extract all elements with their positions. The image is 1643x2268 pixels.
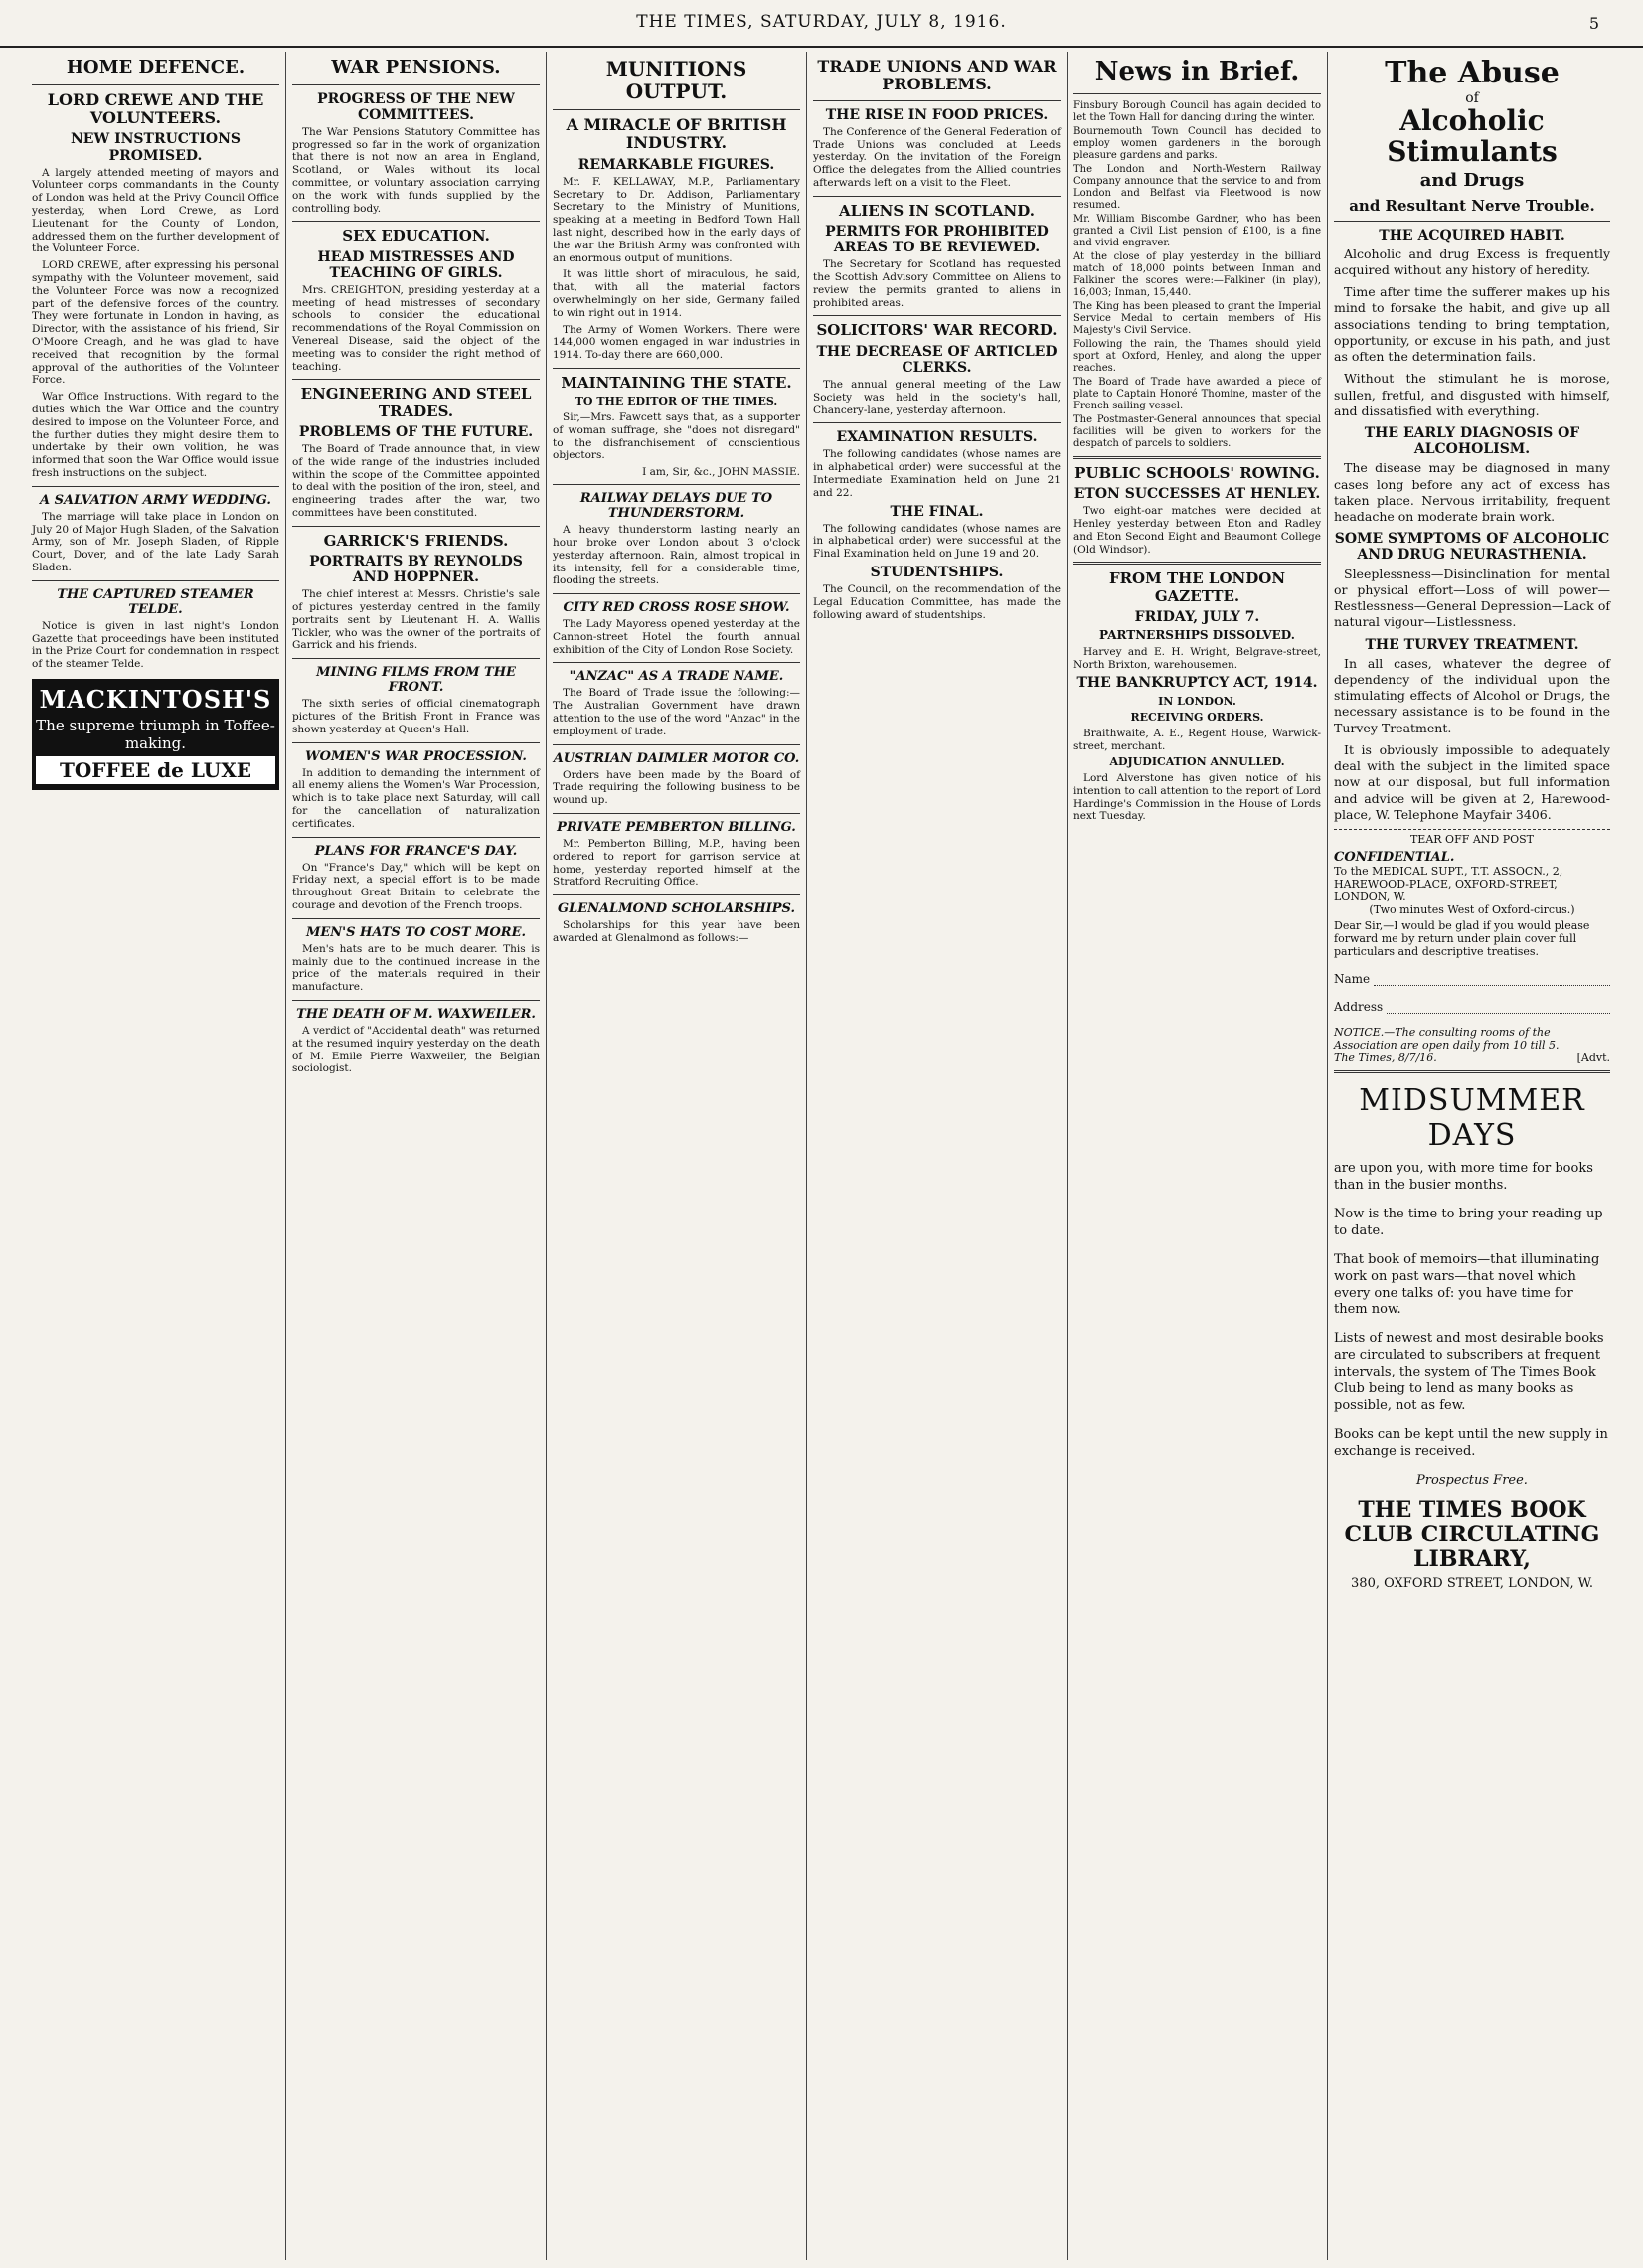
article-paragraph: The following candidates (whose names are in alphabetical order) were successful at the Final Examination held on June 19 and 20. — [813, 522, 1061, 561]
list-item: The Board of Trade have awarded a piece of plate to Captain Honoré Thomine, master of the French sailing vessel. — [1073, 376, 1321, 411]
subheadline: PROGRESS OF THE NEW COMMITTEES. — [317, 90, 515, 123]
ad-paragraph: Lists of newest and most desirable books are circulated to subscribers at frequent intervals, the system of The Times Book Club being to lend as many books as possible, not as few. — [1334, 1331, 1604, 1413]
ad-paragraph: In all cases, whatever the degree of dependency of the individual upon the stimulating effects of Alcohol or Drugs, the necessary assistance is to be found in the Turvey Treatment. — [1334, 655, 1610, 735]
divider — [292, 1000, 540, 1001]
column-2 — [286, 52, 547, 2260]
masthead — [0, 0, 1643, 48]
divider — [32, 84, 279, 85]
article-paragraph: Sir,—Mrs. Fawcett says that, as a supporter of woman suffrage, she "does not disregard" to the disfranchisement of conscientious objectors. — [553, 410, 800, 462]
article-paragraph: It was little short of miraculous, he said, that, with all the material factors overwhelmingly on her side, Germany failed to win right out in 1914. — [553, 268, 800, 319]
list-item: The King has been pleased to grant the Imperial Service Medal to certain members of His Majesty's Civil Service. — [1073, 300, 1321, 336]
article-paragraph: The Lady Mayoress opened yesterday at the Cannon-street Hotel the fourth annual exhibition of the City of London Rose Society. — [553, 618, 800, 656]
coupon-directions: (Two minutes West of Oxford-circus.) — [1369, 903, 1575, 917]
divider — [553, 109, 800, 110]
page-number: 5 — [1588, 14, 1599, 33]
ad-paragraph: Without the stimulant he is morose, sullen, fretful, and disgusted with himself, and dissatisfied with everything. — [1334, 371, 1610, 418]
advt-mark: [Advt. — [1576, 1052, 1610, 1065]
divider — [553, 744, 800, 745]
article-paragraph: The Board of Trade announce that, in view of the wide range of the industries included within the scope of the Committee appointed to deal with the position of the iron, steel, and engineering trades after the war, two committees have been constituted. — [292, 443, 540, 520]
ad-section-heading: THE ACQUIRED HABIT. — [1379, 227, 1565, 243]
headline: GARRICK'S FRIENDS. — [323, 531, 509, 550]
article-paragraph: Orders have been made by the Board of Trade requiring the following business to be wound up. — [553, 768, 800, 807]
divider — [292, 837, 540, 838]
subheadline: THE FINAL. — [890, 503, 984, 520]
subheadline: "ANZAC" AS A TRADE NAME. — [569, 669, 784, 685]
subheadline: THE RISE IN FOOD PRICES. — [825, 106, 1049, 123]
headline: TRADE UNIONS AND WAR PROBLEMS. — [817, 57, 1057, 94]
subheadline: RECEIVING ORDERS. — [1130, 711, 1264, 725]
headline: ALIENS IN SCOTLAND. — [839, 201, 1035, 220]
ad-paragraph: Time after time the sufferer makes up his mind to forsake the habit, and give up all associations tending to bring temptation, opportunity, or excuse in his path, and just as often the determination fails. — [1334, 284, 1610, 365]
divider — [1073, 456, 1321, 459]
divider — [292, 658, 540, 659]
ad-section-heading: SOME SYMPTOMS OF ALCOHOLIC AND DRUG NEURASTHENIA. — [1334, 531, 1610, 564]
subheadline: REMARKABLE FIGURES. — [577, 156, 775, 173]
article-paragraph: A heavy thunderstorm lasting nearly an hour broke over London about 3 o'clock yesterday afternoon. Rain, almost tropical in its intensity, fell for a considerable time, flooding the streets. — [553, 524, 800, 587]
subheadline: PLANS FOR FRANCE'S DAY. — [314, 843, 518, 859]
divider — [292, 918, 540, 919]
subheadline: THE DECREASE OF ARTICLED CLERKS. — [816, 343, 1058, 376]
article-paragraph: The Army of Women Workers. There were 144,000 women engaged in war industries in 1914. To-day there are 660,000. — [553, 323, 800, 362]
ad-paragraph: That book of memoirs—that illuminating work on past wars—that novel which every one talks of: you have time for them now. — [1334, 1251, 1600, 1318]
headline: WAR PENSIONS. — [331, 57, 501, 78]
article-paragraph: The marriage will take place in London on July 20 of Major Hugh Sladen, of the Salvation Army, son of Mr. Joseph Sladen, of Ripple Court, Dover, and of the late Lady Sarah Sladen. — [32, 510, 279, 573]
article-paragraph: The following candidates (whose names are in alphabetical order) were successful at the Intermediate Examination held on June 21 and 22. — [813, 448, 1061, 499]
list-item: The Postmaster-General announces that special facilities will be given to workers for the despatch of parcels to soldiers. — [1073, 413, 1321, 449]
subheadline: IN LONDON. — [1158, 694, 1236, 708]
divider — [813, 100, 1061, 101]
article-paragraph: The War Pensions Statutory Committee has progressed so far in the work of organization that there is not now an area in England, Scotland, or Wales without its local committee, or voluntary association carrying on the work with funds supplied by the controlling body. — [292, 125, 540, 215]
subheadline: PARTNERSHIPS DISSOLVED. — [1099, 628, 1295, 643]
article-paragraph: The Council, on the recommendation of the Legal Education Committee, has made the following award of studentships. — [813, 583, 1061, 621]
column-6 — [1328, 52, 1616, 2260]
article-paragraph: The annual general meeting of the Law Society was held in the society's hall, Chancery-lane, yesterday afternoon. — [813, 378, 1061, 416]
subheadline: THE BANKRUPTCY ACT, 1914. — [1076, 675, 1318, 692]
divider — [813, 422, 1061, 423]
article-paragraph: Harvey and E. H. Wright, Belgrave-street, North Brixton, warehousemen. — [1073, 645, 1321, 671]
subheadline: ADJUDICATION ANNULLED. — [1109, 755, 1285, 769]
tear-off-line: TEAR OFF AND POST — [1334, 829, 1610, 846]
divider — [32, 580, 279, 581]
ad-paragraph: The disease may be diagnosed in many cases long before any act of excess has taken place. Nervous irritability, frequent headache on moderate brain work. — [1334, 460, 1610, 525]
subheadline: PROBLEMS OF THE FUTURE. — [298, 423, 534, 440]
book-club-ad-title: MIDSUMMER DAYS — [1359, 1083, 1585, 1154]
ad-of: of — [1465, 90, 1479, 106]
ad-section-heading: THE TURVEY TREATMENT. — [1365, 636, 1579, 653]
article-paragraph: Men's hats are to be much dearer. This is mainly due to the continued increase in the price of the materials required in their manufacture. — [292, 942, 540, 994]
divider — [813, 196, 1061, 197]
divider — [553, 813, 800, 814]
ad-and-drugs: and Drugs — [1419, 169, 1525, 191]
headline: FROM THE LONDON GAZETTE. — [1108, 569, 1286, 605]
toffee-advertisement — [32, 679, 279, 790]
headline: News in Brief. — [1094, 57, 1300, 86]
column-3 — [547, 52, 807, 2260]
list-item: Mr. William Biscombe Gardner, who has been granted a Civil List pension of £100, is a fine and vivid engraver. — [1073, 213, 1321, 248]
address-label: Address — [1334, 1000, 1384, 1015]
column-1 — [26, 52, 286, 2260]
subheadline: PERMITS FOR PROHIBITED AREAS TO BE REVIEWED. — [825, 224, 1049, 256]
address-line — [1387, 1000, 1610, 1014]
subheadline: THE DEATH OF M. WAXWEILER. — [296, 1007, 536, 1023]
ad-date: The Times, 8/7/16. — [1334, 1052, 1437, 1065]
prospectus-note: Prospectus Free. — [1416, 1472, 1528, 1488]
article-paragraph: Mr. Pemberton Billing, M.P., having been ordered to report for garrison service at home, yesterday reported himself at the Stratford Recruiting Office. — [553, 838, 800, 889]
subheadline: THE CAPTURED STEAMER TELDE. — [57, 586, 254, 617]
article-paragraph: Two eight-oar matches were decided at Henley yesterday between Eton and Radley and Eton Second Eight and Beaumont College (Old Windsor). — [1073, 505, 1321, 556]
name-line — [1374, 972, 1610, 986]
article-paragraph: War Office Instructions. With regard to the duties which the War Office and the country desired to impose on the Volunteer Force, and the further duties they might desire them to undertake by their own volition, he was informed that soon the War Office would issue fresh instructions on the subject. — [32, 391, 279, 479]
list-item: Finsbury Borough Council has again decided to let the Town Hall for dancing during the winter. — [1073, 99, 1321, 123]
article-paragraph: The chief interest at Messrs. Christie's sale of pictures yesterday centred in the family portraits sent by Lieutenant H. A. Wallis Tickler, who was the owner of the portraits of Garrick and his friends. — [292, 588, 540, 652]
divider — [553, 593, 800, 594]
divider — [1073, 562, 1321, 565]
address-field[interactable] — [1334, 1000, 1610, 1014]
newspaper-title: THE TIMES, SATURDAY, JULY 8, 1916. — [636, 12, 1007, 32]
subheadline: PORTRAITS BY REYNOLDS AND HOPPNER. — [309, 554, 523, 586]
headline: PUBLIC SCHOOLS' ROWING. — [1074, 463, 1320, 482]
list-item: Bournemouth Town Council has decided to employ women gardeners in the borough pleasure gardens and parks. — [1073, 125, 1321, 161]
letter-signature: I am, Sir, &c., JOHN MASSIE. — [642, 466, 800, 479]
headline: MAINTAINING THE STATE. — [561, 374, 792, 393]
notice-text: NOTICE.—The consulting rooms of the Association are open daily from 10 till 5. — [1334, 1026, 1560, 1053]
column-5 — [1068, 52, 1328, 2260]
list-item: At the close of play yesterday in the billiard match of 18,000 points between Inman and Falkiner the scores were:—Falkiner (in play), 16,003; Inman, 15,440. — [1073, 250, 1321, 298]
divider — [553, 368, 800, 369]
article-paragraph: On "France's Day," which will be kept on Friday next, a special effort is to be made throughout Great Britain to celebrate the courage and devotion of the French troops. — [292, 861, 540, 912]
headline: SOLICITORS' WAR RECORD. — [816, 321, 1058, 340]
headline: HOME DEFENCE. — [66, 57, 246, 78]
list-item: The London and North-Western Railway Company announce that the service to and from London and Belfast via Fleetwood is now resumed. — [1073, 163, 1321, 211]
headline: MUNITIONS OUTPUT. — [605, 57, 747, 103]
divider — [292, 526, 540, 527]
article-paragraph: The Conference of the General Federation of Trade Unions was concluded at Leeds yesterday. On the invitation of the Foreign Office the delegates from the Allied countries afterwards left on a visit to the Fleet. — [813, 125, 1061, 190]
divider — [553, 894, 800, 895]
ad-paragraph: are upon you, with more time for books than in the busier months. — [1334, 1161, 1593, 1194]
confidential-label: CONFIDENTIAL. — [1334, 850, 1455, 866]
ad-paragraph: Sleeplessness—Disinclination for mental or physical effort—Loss of will power—Restlessness—General Depression—Lack of natural vigour—Listlessness. — [1334, 566, 1610, 630]
ad-main-title: Alcoholic Stimulants — [1387, 104, 1558, 168]
article-paragraph: Scholarships for this year have been awarded at Glenalmond as follows:— — [553, 919, 800, 945]
article-paragraph: Mrs. CREIGHTON, presiding yesterday at a meeting of head mistresses of secondary schools to consider the educational recommendations of the Royal Commission on Venereal Disease, said the object of the meeting was to consider the right method of teaching. — [292, 283, 540, 373]
newspaper-page — [26, 52, 1616, 2260]
subheadline: NEW INSTRUCTIONS PROMISED. — [71, 131, 241, 164]
letter-heading: TO THE EDITOR OF THE TIMES. — [575, 395, 778, 408]
subheadline: LORD CREWE AND THE VOLUNTEERS. — [47, 89, 264, 128]
article-paragraph: Braithwaite, A. E., Regent House, Warwick-street, merchant. — [1073, 727, 1321, 752]
subheadline: A MIRACLE OF BRITISH INDUSTRY. — [566, 115, 787, 153]
name-field[interactable] — [1334, 972, 1610, 986]
divider — [813, 315, 1061, 316]
subheadline: PRIVATE PEMBERTON BILLING. — [557, 820, 796, 836]
subheadline: HEAD MISTRESSES AND TEACHING OF GIRLS. — [317, 248, 515, 281]
subheadline: FRIDAY, JULY 7. — [1134, 608, 1260, 625]
article-paragraph: In addition to demanding the internment of all enemy aliens the Women's War Procession, which is to take place next Saturday, will call for the cancellation of naturalization certificates. — [292, 766, 540, 830]
list-item: Following the rain, the Thames should yield sport at Oxford, Henley, and along the upper reaches. — [1073, 338, 1321, 374]
divider — [553, 662, 800, 663]
article-paragraph: The Secretary for Scotland has requested the Scottish Advisory Committee on Aliens to review the permits granted to aliens in prohibited areas. — [813, 258, 1061, 309]
ad-title: The Abuse — [1385, 56, 1560, 90]
article-paragraph: A verdict of "Accidental death" was returned at the resumed inquiry yesterday on the death of M. Emile Pierre Waxweiler, the Belgian sociologist. — [292, 1025, 540, 1075]
subheadline: EXAMINATION RESULTS. — [836, 429, 1038, 446]
ad-paragraph: It is obviously impossible to adequately deal with the subject in the limited space now at our disposal, but full information and advice will be given at 2, Harewood-place, W. Telephone Mayfair 3406. — [1334, 741, 1610, 822]
ad-brand: MACKINTOSH'S — [39, 684, 272, 714]
ad-paragraph: Books can be kept until the new supply in exchange is received. — [1334, 1426, 1608, 1459]
headline: ENGINEERING AND STEEL TRADES. — [300, 385, 532, 420]
coupon-text: Dear Sir,—I would be glad if you would please forward me by return under plain cover full particulars and descriptive treatises. — [1334, 919, 1590, 959]
subheadline: ETON SUCCESSES AT HENLEY. — [1073, 486, 1321, 503]
ad-footer — [1334, 1052, 1610, 1064]
ad-subtitle: and Resultant Nerve Trouble. — [1349, 196, 1595, 215]
subheadline: MINING FILMS FROM THE FRONT. — [316, 665, 516, 696]
coupon-address: To the MEDICAL SUPT., T.T. ASSOCN., 2, HAREWOOD-PLACE, OXFORD-STREET, LONDON, W. — [1334, 865, 1563, 904]
headline: SEX EDUCATION. — [342, 227, 490, 245]
column-4 — [807, 52, 1068, 2260]
divider — [1073, 93, 1321, 94]
article-paragraph: Lord Alverstone has given notice of his intention to call attention to the report of Lord Hardinge's Commission in the House of Lords next Tuesday. — [1073, 772, 1321, 823]
divider — [292, 84, 540, 85]
book-club-address: 380, OXFORD STREET, LONDON, W. — [1351, 1576, 1593, 1592]
ad-product: TOFFEE de LUXE — [36, 756, 275, 784]
subheadline: A SALVATION ARMY WEDDING. — [40, 492, 271, 508]
subheadline: CITY RED CROSS ROSE SHOW. — [563, 600, 790, 616]
article-paragraph: The Board of Trade issue the following:— The Australian Government have drawn attention to the use of the word "Anzac" in the employment of trade. — [553, 687, 800, 737]
ad-section-heading: THE EARLY DIAGNOSIS OF ALCOHOLISM. — [1364, 425, 1580, 458]
divider — [292, 379, 540, 380]
article-paragraph: A largely attended meeting of mayors and Volunteer corps commandants in the County of London was held at the Privy Council Office yesterday, when Lord Crewe, as Lord Lieutenant for the County of London, addressed them on the further development of the Volunteer Force. — [32, 166, 279, 255]
article-paragraph: The sixth series of official cinematograph pictures of the British Front in France was shown yesterday at Queen's Hall. — [292, 698, 540, 735]
subheadline: MEN'S HATS TO COST MORE. — [305, 924, 527, 940]
article-paragraph: Mr. F. KELLAWAY, M.P., Parliamentary Secretary to Dr. Addison, Parliamentary Secretary to the Ministry of Munitions, speaking at a meeting in Bedford Town Hall last night, described how in the early days of the war the British Army was confronted with an enormous output of munitions. — [553, 175, 800, 264]
divider — [292, 221, 540, 222]
divider — [1334, 1070, 1610, 1073]
article-paragraph: Notice is given in last night's London Gazette that proceedings have been instituted in the Prize Court for condemnation in respect of the steamer Telde. — [32, 619, 279, 671]
ad-paragraph: Now is the time to bring your reading up to date. — [1334, 1206, 1603, 1238]
subheadline: RAILWAY DELAYS DUE TO THUNDERSTORM. — [579, 491, 773, 522]
subheadline: STUDENTSHIPS. — [870, 565, 1004, 581]
divider — [32, 486, 279, 487]
ad-paragraph: Alcoholic and drug Excess is frequently acquired without any history of heredity. — [1334, 245, 1610, 277]
divider — [553, 484, 800, 485]
name-label: Name — [1334, 972, 1371, 987]
subheadline: WOMEN'S WAR PROCESSION. — [305, 748, 527, 764]
divider — [1334, 221, 1610, 222]
subheadline: AUSTRIAN DAIMLER MOTOR CO. — [553, 750, 800, 766]
divider — [292, 742, 540, 743]
article-paragraph: LORD CREWE, after expressing his personal sympathy with the Volunteer movement, said the Volunteer Force was now a recognized part of the defensive forces of the country. They were fortunate in London in having, as Director, with the assistance of his friend, Sir O'Moore Creagh, and he was glad to have received that recognition by the formal approval of the authorities of the Volunteer Force. — [32, 259, 279, 387]
news-brief-list — [1073, 100, 1321, 450]
ad-tagline: The supreme triumph in Toffee-making. — [36, 716, 275, 752]
subheadline: GLENALMOND SCHOLARSHIPS. — [557, 901, 795, 917]
book-club-name: THE TIMES BOOK CLUB CIRCULATING LIBRARY, — [1344, 1496, 1600, 1573]
